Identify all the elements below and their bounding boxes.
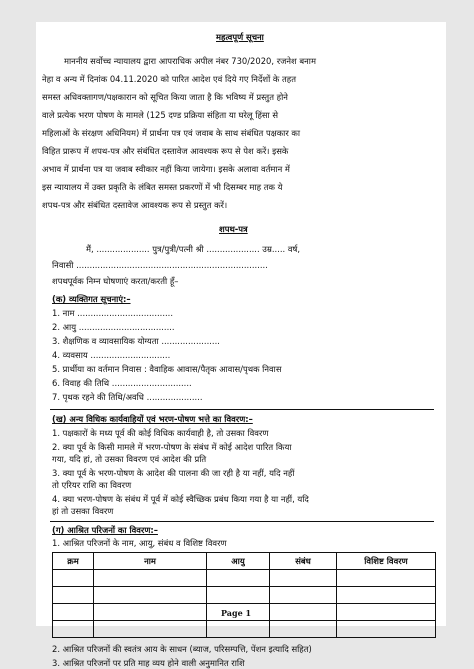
page-title: महत्वपूर्ण सूचना xyxy=(216,32,264,42)
notice-line: नेहा व अन्य में दिनांक 04.11.2020 को पारित आदेश एवं दिये गए निर्देशों के तहत xyxy=(42,74,297,84)
col-name-header: नाम xyxy=(94,553,207,570)
table-cell xyxy=(337,621,436,638)
list-item: 2. आश्रित परिजनों की स्वतंत्र आय के साधन (ब्याज, परिसम्पत्ति, पेंशन इत्यादि सहित) xyxy=(52,644,312,654)
col-age-header: आयु xyxy=(207,553,270,570)
table-cell xyxy=(53,587,94,604)
list-item: 3. शैक्षणिक व व्यावसायिक योग्यता ...................... xyxy=(52,336,220,346)
affidavit-line: निवासी ........................................................................ xyxy=(52,260,268,270)
notice-line: इस न्यायालय में उक्त प्रकृति के लंबित समस्त प्रकरणों में भी दिसम्बर माह तक ये xyxy=(42,182,283,192)
col-relation-header: संबंध xyxy=(270,553,337,570)
list-item: 2. आयु .................................... xyxy=(52,322,175,332)
notice-line: समस्त अधिवक्तागण/पक्षकारान को सूचित किया जाता है कि भविष्य में प्रस्तुत होने xyxy=(42,92,288,102)
table-cell xyxy=(270,587,337,604)
table-cell xyxy=(337,587,436,604)
divider xyxy=(50,521,434,522)
table-row xyxy=(53,621,436,638)
section-a-heading: (क) व्यक्तिगत सूचनाएं:– xyxy=(52,294,131,304)
list-item: 2. क्या पूर्व के किसी मामले में भरण-पोषण के संबंध में कोई आदेश पारित किया xyxy=(52,442,292,452)
table-header-row xyxy=(53,553,436,570)
table-cell xyxy=(207,621,270,638)
list-item: गया, यदि हां, तो उसका विवरण एवं आदेश की प्रति xyxy=(52,454,207,464)
notice-line: अभाव में प्रार्थना पत्र या जवाब स्वीकार नहीं किया जायेगा। इसके अलावा वर्तमान में xyxy=(42,164,290,174)
list-item: हां तो उसका विवरण xyxy=(52,506,114,516)
table-cell xyxy=(207,587,270,604)
affidavit-line: मैं, .................... पुत्र/पुत्री/पत्नी श्री .................... उम्र..... वर्ष, xyxy=(86,244,301,254)
page-number: Page 1 xyxy=(221,608,252,618)
section-c-intro: 1. आश्रित परिजनों के नाम, आयु, संबंध व विशिष्ट विवरण xyxy=(52,538,227,548)
table-cell xyxy=(270,570,337,587)
table-cell xyxy=(270,621,337,638)
list-item: 6. विवाह की तिथि .............................. xyxy=(52,378,192,388)
col-details-header: विशिष्ट विवरण xyxy=(337,553,436,570)
list-item: 4. क्या भरण-पोषण के संबंध में पूर्व में कोई स्वैच्छिक प्रबंध किया गया है या नहीं, यदि xyxy=(52,494,309,504)
list-item: 5. प्रार्थीया का वर्तमान निवास : वैवाहिक आवास/पैतृक आवास/पृथक निवास xyxy=(52,364,282,374)
section-b-heading: (ख) अन्य विधिक कार्यवाहियों एवं भरण-पोषण भत्ते का विवरण:– xyxy=(52,414,253,424)
table-cell xyxy=(94,604,207,621)
list-item: 3. क्या पूर्व के भरण-पोषण के आदेश की पालना की जा रही है या नहीं, यदि नहीं xyxy=(52,468,295,478)
table-cell xyxy=(94,570,207,587)
list-item: 1. नाम .................................... xyxy=(52,308,173,318)
notice-line: विहित प्रारूप में शपथ-पत्र और संबंधित दस्तावेज आवश्यक रूप से पेश करें। इसके xyxy=(42,146,289,156)
notice-line: महिलाओं के संरक्षण अधिनियम) में प्रार्थना पत्र एवं जवाब के साथ संबंधित पक्षकार का xyxy=(42,128,301,138)
list-item: 4. व्यवसाय .............................. xyxy=(52,350,171,360)
section-c-heading: (ग) आश्रित परिजनों का विवरण:– xyxy=(52,525,158,535)
table-cell xyxy=(337,604,436,621)
table-cell xyxy=(94,587,207,604)
table-cell xyxy=(270,604,337,621)
affidavit-title: शपथ-पत्र xyxy=(219,224,248,234)
table-cell xyxy=(53,621,94,638)
dependents-table xyxy=(52,552,436,638)
table-cell xyxy=(53,570,94,587)
list-item: तो एरियर राशि का विवरण xyxy=(52,480,132,490)
table-row xyxy=(53,587,436,604)
affidavit-line: शपथपूर्वक निम्न घोषणाएं करता/करती हूँ– xyxy=(52,276,179,286)
table-cell xyxy=(337,570,436,587)
notice-line: माननीय सर्वोच्च न्यायालय द्वारा आपराधिक अपील नंबर 730/2020, रजनेश बनाम xyxy=(64,56,316,66)
divider xyxy=(50,409,434,410)
list-item: 3. आश्रित परिजनों पर प्रति माह व्यय होने वाली अनुमानित राशि xyxy=(52,658,245,668)
notice-line: शपथ-पत्र और संबंधित दस्तावेज आवश्यक रूप से प्रस्तुत करें। xyxy=(42,200,228,210)
document-page xyxy=(36,22,446,668)
table-row xyxy=(53,570,436,587)
table-cell xyxy=(94,621,207,638)
list-item: 1. पक्षकारों के मध्य पूर्व की कोई विधिक कार्यवाही है, तो उसका विवरण xyxy=(52,428,269,438)
list-item: 7. पृथक रहने की तिथि/अवधि ..................... xyxy=(52,392,203,402)
col-serial-header: क्रम xyxy=(53,553,94,570)
notice-line: वाले प्रत्येक भरण पोषण के मामले (125 दण्ड प्रक्रिया संहिता या घरेलू हिंसा से xyxy=(42,110,279,120)
table-cell xyxy=(53,604,94,621)
table-cell xyxy=(207,570,270,587)
